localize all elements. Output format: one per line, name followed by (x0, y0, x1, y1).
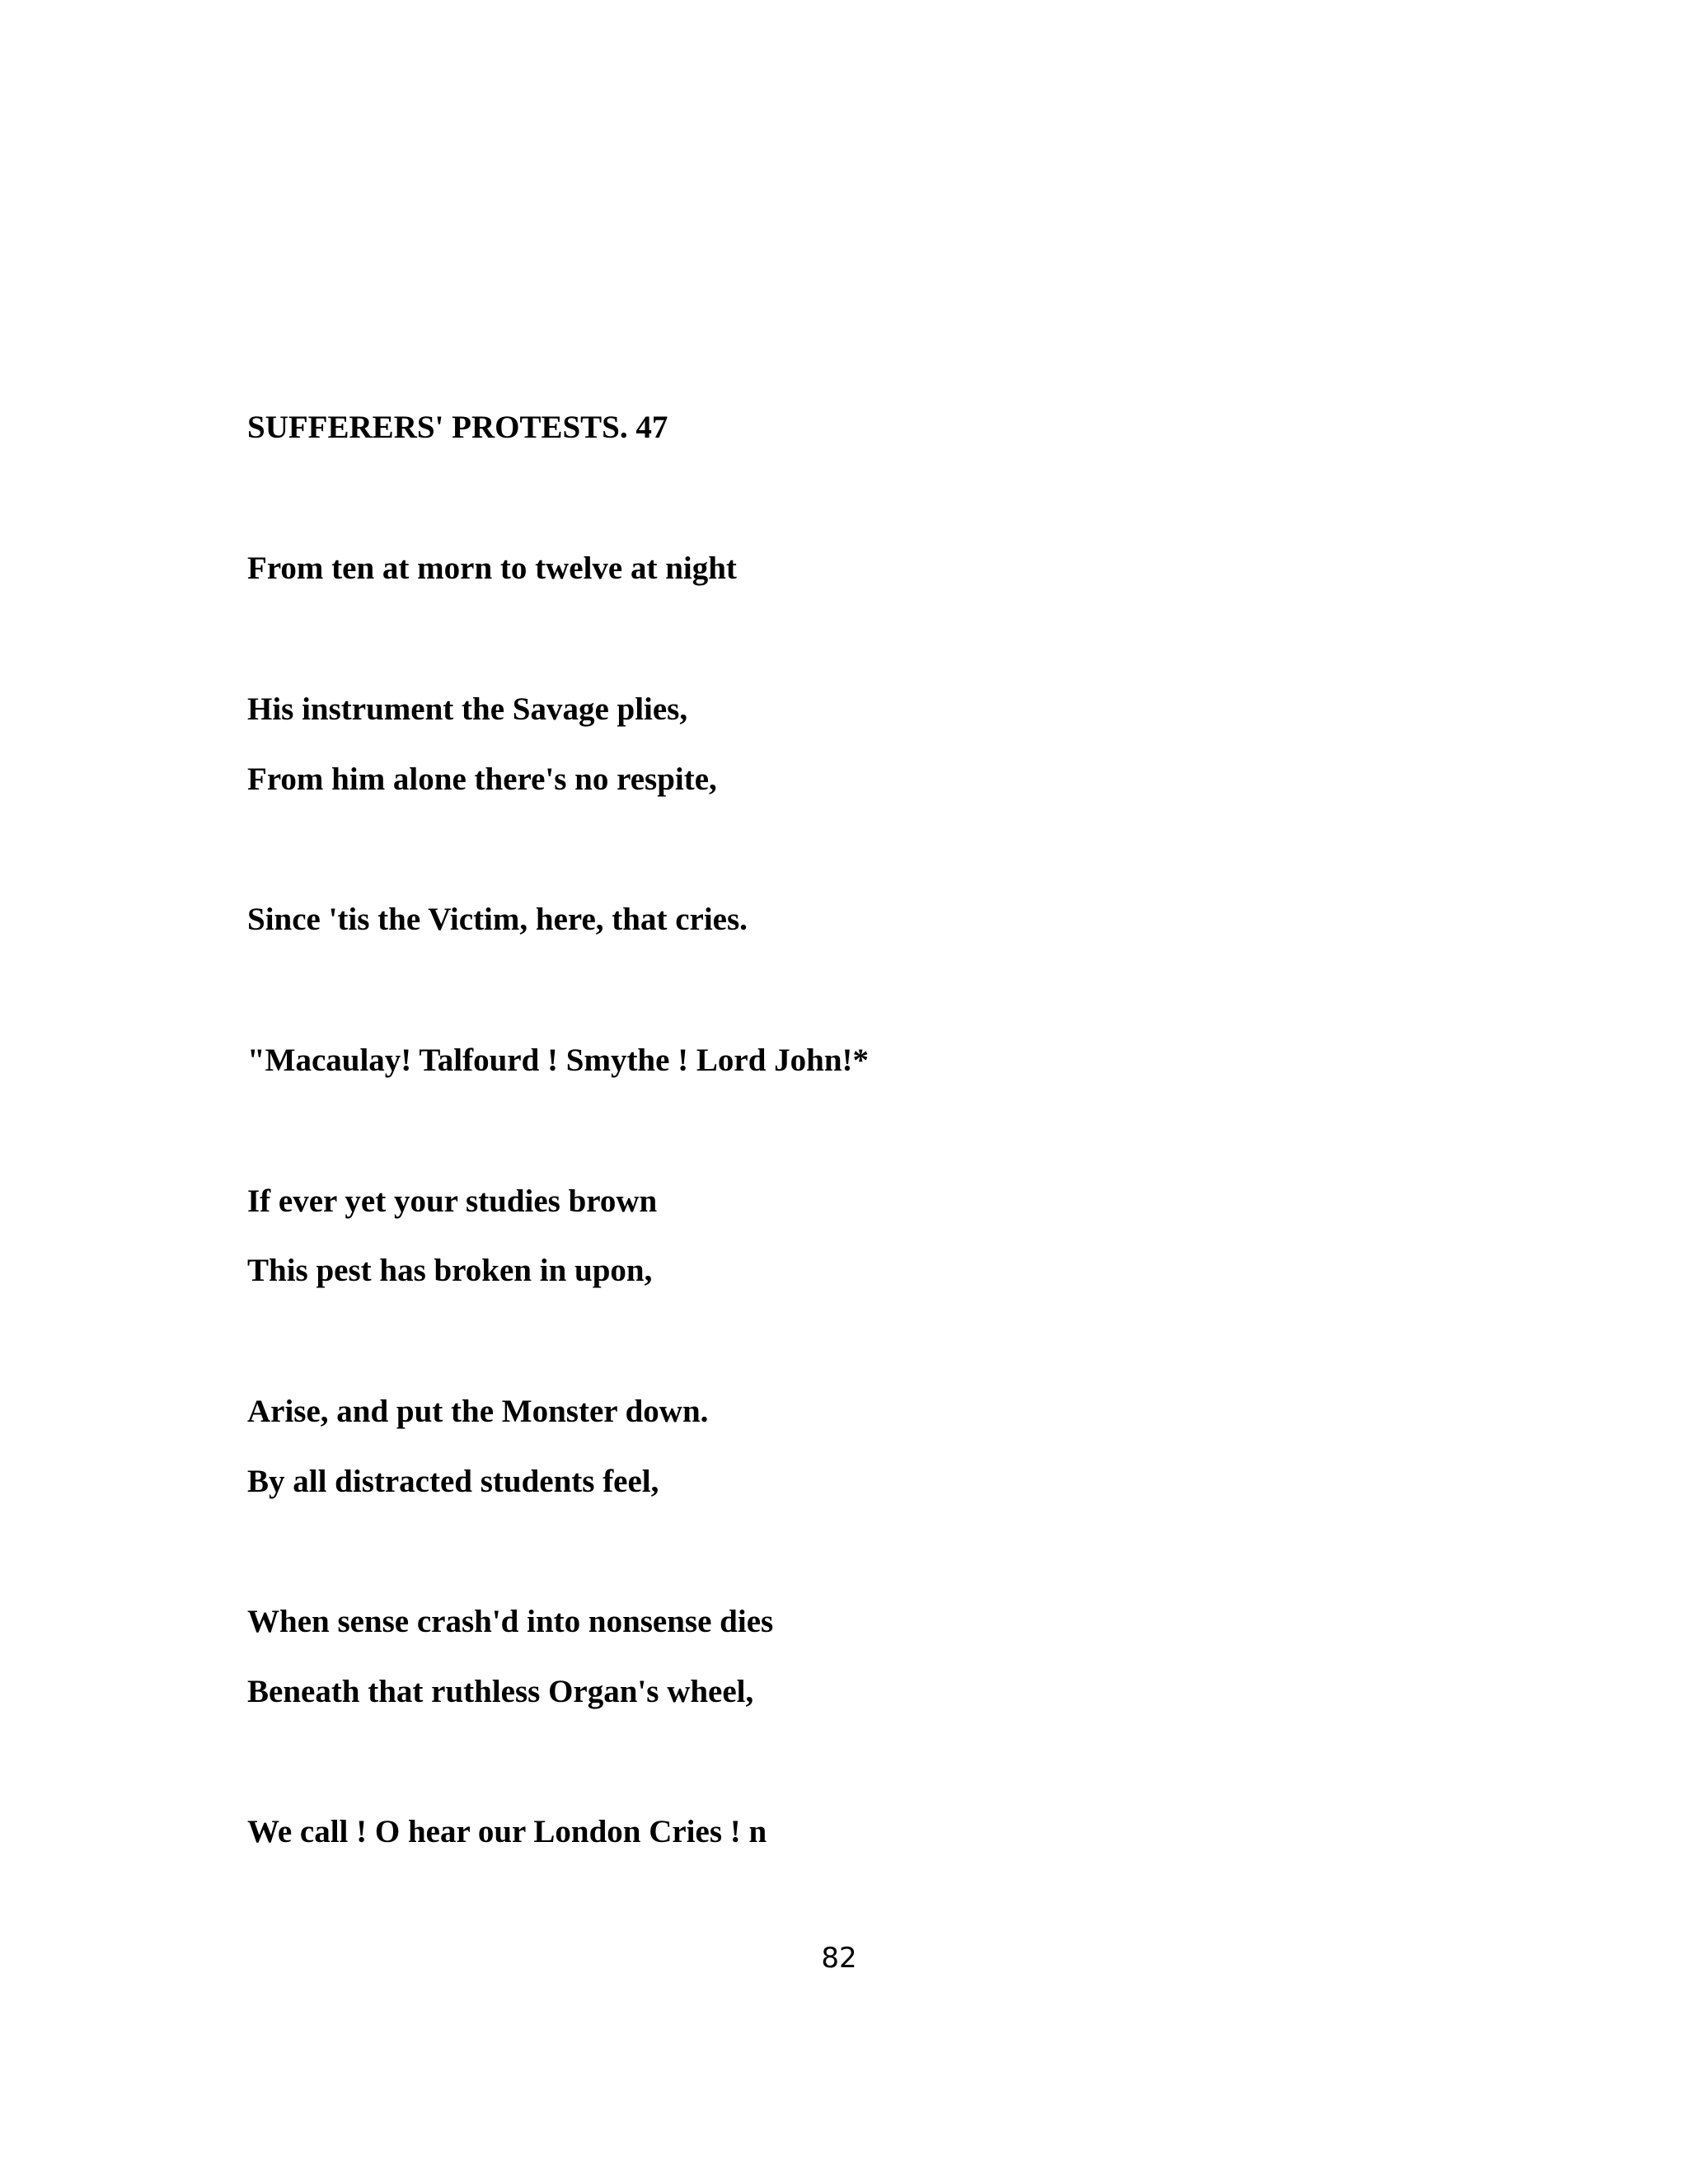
poem-line-5: "Macaulay! Talfourd ! Smythe ! Lord John!* (247, 1043, 870, 1078)
poem-line-2: His instrument the Savage plies, (247, 691, 688, 727)
page-number: 82 (821, 1942, 857, 1975)
poem-line-9: By all distracted students feel, (247, 1464, 659, 1499)
poem-line-8: Arise, and put the Monster down. (247, 1394, 709, 1429)
poem-line-12: We call ! O hear our London Cries ! n (247, 1814, 767, 1849)
poem-line-4: Since 'tis the Victim, here, that cries. (247, 902, 748, 937)
poem-line-7: This pest has broken in upon, (247, 1253, 653, 1288)
page-heading: SUFFERERS' PROTESTS. 47 (247, 410, 668, 445)
poem-line-11: Beneath that ruthless Organ's wheel, (247, 1674, 754, 1709)
poem-line-10: When sense crash'd into nonsense dies (247, 1604, 774, 1639)
poem-line-6: If ever yet your studies brown (247, 1183, 658, 1219)
poem-line-3: From him alone there's no respite, (247, 762, 717, 797)
poem-line-1: From ten at morn to twelve at night (247, 551, 737, 586)
